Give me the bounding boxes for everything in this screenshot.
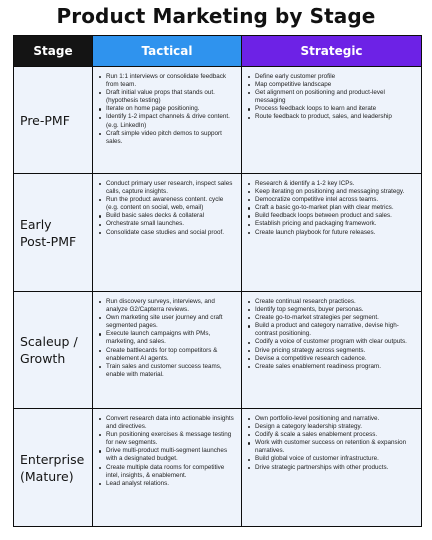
stage-name-line: Scaleup / [20,334,78,349]
tactical-cell [93,174,242,292]
tactical-list [99,73,237,146]
list-item: Codify & scale a sales enablement process. [248,431,417,439]
stage-cell [14,409,93,527]
stage-cell [14,292,93,409]
list-item: Train sales and customer success teams, enable with material. [99,363,237,379]
list-item: Define early customer profile [248,73,417,81]
list-item: Convert research data into actionable insights and directives. [99,415,237,431]
tactical-cell [93,409,242,527]
list-item: Lead analyst relations. [99,480,237,488]
table-row [14,409,422,527]
list-item: Draft initial value props that stands out. (hypothesis testing) [99,89,237,105]
list-item: Create launch playbook for future releases. [248,229,417,237]
list-item: Map competitive landscape [248,81,417,89]
list-item: Process feedback loops to learn and iterate [248,105,417,113]
tactical-cell [93,292,242,409]
list-item: Run the product awareness content. cycle (e.g. content on social, web, email) [99,196,237,212]
list-item: Create go-to-market strategies per segment. [248,314,417,322]
column-header-strategic: Strategic [242,36,422,67]
list-item: Iterate on home page positioning. [99,105,237,113]
list-item: Establish pricing and packaging framework. [248,220,417,228]
list-item: Create continual research practices. [248,298,417,306]
table-row [14,292,422,409]
tactical-list [99,180,237,237]
list-item: Build basic sales decks & collateral [99,212,237,220]
column-header-stage: Stage [14,36,93,67]
strategic-cell [242,292,422,409]
strategic-list [248,415,417,472]
stage-name-line: Pre-PMF [20,112,70,128]
stage-name-line: Post-PMF [20,233,77,249]
list-item: Route feedback to product, sales, and leadership [248,113,417,121]
strategic-list [248,73,417,122]
table-row [14,174,422,292]
table-header-row [14,36,422,67]
list-item: Create battlecards for top competitors & enablement AI agents. [99,347,237,363]
list-item: Craft simple video pitch demos to support sales. [99,130,237,146]
list-item: Run positioning exercises & message testing for new segments. [99,431,237,447]
list-item: Execute launch campaigns with PMs, marketing, and sales. [99,330,237,346]
stage-cell [14,174,93,292]
list-item: Create multiple data rooms for competitive intel, insights, & enablement. [99,464,237,480]
list-item: Consolidate case studies and social proof. [99,229,237,237]
list-item: Own marketing site user journey and craft segmented pages. [99,314,237,330]
list-item: Identify top segments, buyer personas. [248,306,417,314]
strategic-list [248,298,417,371]
list-item: Get alignment on positioning and product-level messaging [248,89,417,105]
stage-name-line: Enterprise [20,451,85,467]
page-title: Product Marketing by Stage [56,4,376,28]
list-item: Design a category leadership strategy. [248,423,417,431]
list-item: Codify a voice of customer program with clear outputs. [248,338,417,346]
tactical-list [99,415,237,488]
list-item: Run 1:1 interviews or consolidate feedback from team. [99,73,237,89]
table-row [14,67,422,174]
stage-name-line: Growth [20,351,66,366]
list-item: Democratize competitive intel across teams. [248,196,417,204]
strategic-cell [242,174,422,292]
list-item: Work with customer success on retention & expansion narratives. [248,439,417,455]
list-item: Drive pricing strategy across segments. [248,347,417,355]
strategic-list [248,180,417,237]
list-item: Orchestrate small launches. [99,220,237,228]
stage-name-line: Early [20,216,52,232]
stage-name-line: (Mature) [20,468,74,484]
list-item: Build global voice of customer infrastructure. [248,455,417,463]
list-item: Create sales enablement readiness program. [248,363,417,371]
list-item: Identify 1-2 impact channels & drive content. (e.g. LinkedIn) [99,113,237,129]
list-item: Build feedback loops between product and sales. [248,212,417,220]
stage-cell [14,67,93,174]
list-item: Build a product and category narrative, devise high-contrast positioning. [248,322,417,338]
list-item: Keep iterating on positioning and messaging strategy. [248,188,417,196]
list-item: Run discovery surveys, interviews, and analyze G2/Capterra reviews. [99,298,237,314]
list-item: Own portfolio-level positioning and narrative. [248,415,417,423]
list-item: Craft a basic go-to-market plan with clear metrics. [248,204,417,212]
list-item: Research & identify a 1-2 key ICPs. [248,180,417,188]
column-header-tactical: Tactical [93,36,242,67]
list-item: Drive multi-product multi-segment launches with a designated budget. [99,447,237,463]
list-item: Drive strategic partnerships with other products. [248,464,417,472]
stage-table [13,35,422,527]
list-item: Devise a competitive research cadence. [248,355,417,363]
strategic-cell [242,67,422,174]
tactical-list [99,298,237,379]
list-item: Conduct primary user research, inspect sales calls, capture insights. [99,180,237,196]
tactical-cell [93,67,242,174]
strategic-cell [242,409,422,527]
